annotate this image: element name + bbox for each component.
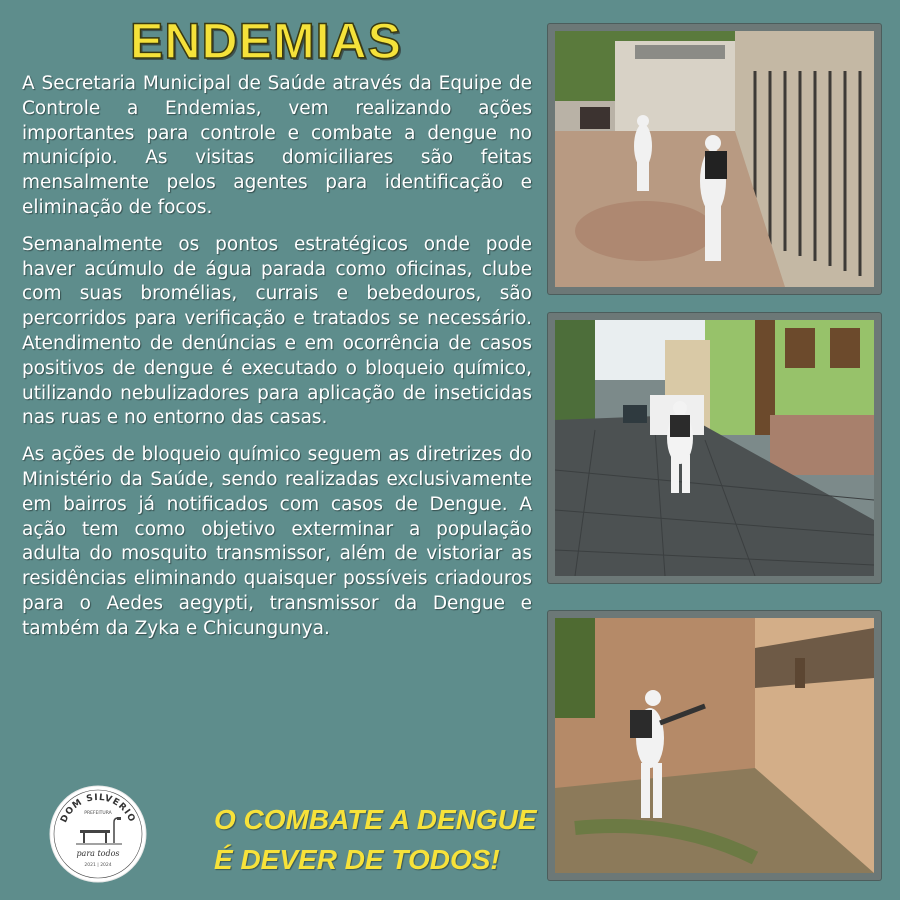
logo-name: DOM SILVERIO <box>59 792 137 825</box>
paragraph-2: Semanalmente os pontos estratégicos onde pode haver acúmulo de água parada como oficinas, clube com suas bromélias, currais e bebedouros, são percorridos para verificação e tratados se necessário. Atendimento de denúncias e em ocorrência de casos positivos de dengue é executado o bloqueio químico, utilizando nebulizadores para aplicação de inseticidas nas ruas e no entorno das casas. <box>22 233 532 429</box>
photo-agents-street <box>555 31 874 287</box>
photo-agent-cobblestone <box>555 320 874 576</box>
photo-2-frame <box>548 313 881 583</box>
slogan-line-2: É DEVER DE TODOS! <box>214 844 500 875</box>
page-title: ENDEMIAS <box>130 13 402 69</box>
slogan <box>214 800 537 880</box>
paragraph-1: A Secretaria Municipal de Saúde através da Equipe de Controle a Endemias, vem realizando ações importantes para controle e combate a dengue no município. As visitas domiciliares são feitas mensalmente pelos agentes para identificação e eliminação de focos. <box>22 73 532 218</box>
paragraph-3: As ações de bloqueio químico seguem as diretrizes do Ministério da Saúde, sendo realizadas exclusivamente em bairros já notificados com casos de Dengue. A ação tem como objetivo exterminar a população adulta do mosquito transmissor, além de vistoriar as residências eliminando quaisquer possíveis criadouros para o Aedes aegypti, transmissor da Dengue e também da Zyka e Chicungunya. <box>22 444 532 639</box>
photo-1-frame <box>548 24 881 294</box>
dom-silverio-logo <box>46 782 150 886</box>
article-body <box>22 72 532 654</box>
slogan-line-1: O COMBATE A DENGUE <box>214 804 537 835</box>
photo-3-frame <box>548 611 881 880</box>
photo-agent-hillside <box>555 618 874 873</box>
logo-subtitle: PREFEITURA <box>84 811 112 816</box>
logo-motto: para todos <box>76 849 120 858</box>
logo-years: 2021 | 2024 <box>84 863 112 868</box>
